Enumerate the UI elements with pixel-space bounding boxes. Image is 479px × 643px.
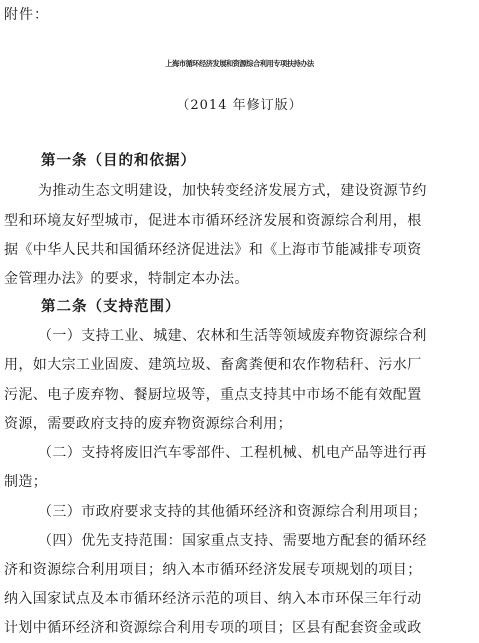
article-2-line: 纳入国家试点及本市循环经济示范的项目、纳入本市环保三年行动	[4, 591, 422, 607]
article-2-line: 污泥、电子废弃物、餐厨垃圾等，重点支持其中市场不能有效配置	[4, 387, 422, 403]
article-2-line: 制造；	[4, 474, 48, 490]
attachment-label: 附件：	[4, 7, 49, 23]
article-1-line: 金管理办法》的要求，特制定本办法。	[4, 271, 249, 287]
article-1-line: 型和环境友好型城市，促进本市循环经济发展和资源综合利用，根	[4, 213, 422, 229]
article-2-line: 济和资源综合利用项目；纳入本市循环经济发展专项规划的项目；	[4, 562, 422, 578]
article-2-heading: 第二条（支持范围）	[41, 298, 181, 315]
article-1-line: 据《中华人民共和国循环经济促进法》和《上海市节能减排专项资	[4, 242, 422, 258]
document-subtitle: （2014 年修订版）	[176, 98, 303, 113]
article-2-line: （四）优先支持范围：国家重点支持、需要地方配套的循环经	[38, 533, 427, 549]
article-2-line: （二）支持将废旧汽车零部件、工程机械、机电产品等进行再	[38, 445, 427, 461]
article-2-line: 用，如大宗工业固废、建筑垃圾、畜禽粪便和农作物秸秆、污水厂	[4, 357, 422, 373]
article-1-heading: 第一条（目的和依据）	[41, 152, 196, 169]
article-2-line: 资源，需要政府支持的废弃物资源综合利用；	[4, 416, 292, 432]
article-2-line: （一）支持工业、城建、农林和生活等领域废弃物资源综合利	[38, 328, 427, 344]
article-2-line: （三）市政府要求支持的其他循环经济和资源综合利用项目；	[38, 504, 427, 520]
article-2-line: 计划中循环经济和资源综合利用专项的项目；区县有配套资金或政	[4, 620, 422, 636]
article-1-line: 为推动生态文明建设，加快转变经济发展方式，建设资源节约	[38, 183, 427, 199]
document-title: 上海市循环经济发展和资源综合利用专项扶持办法	[165, 59, 314, 68]
